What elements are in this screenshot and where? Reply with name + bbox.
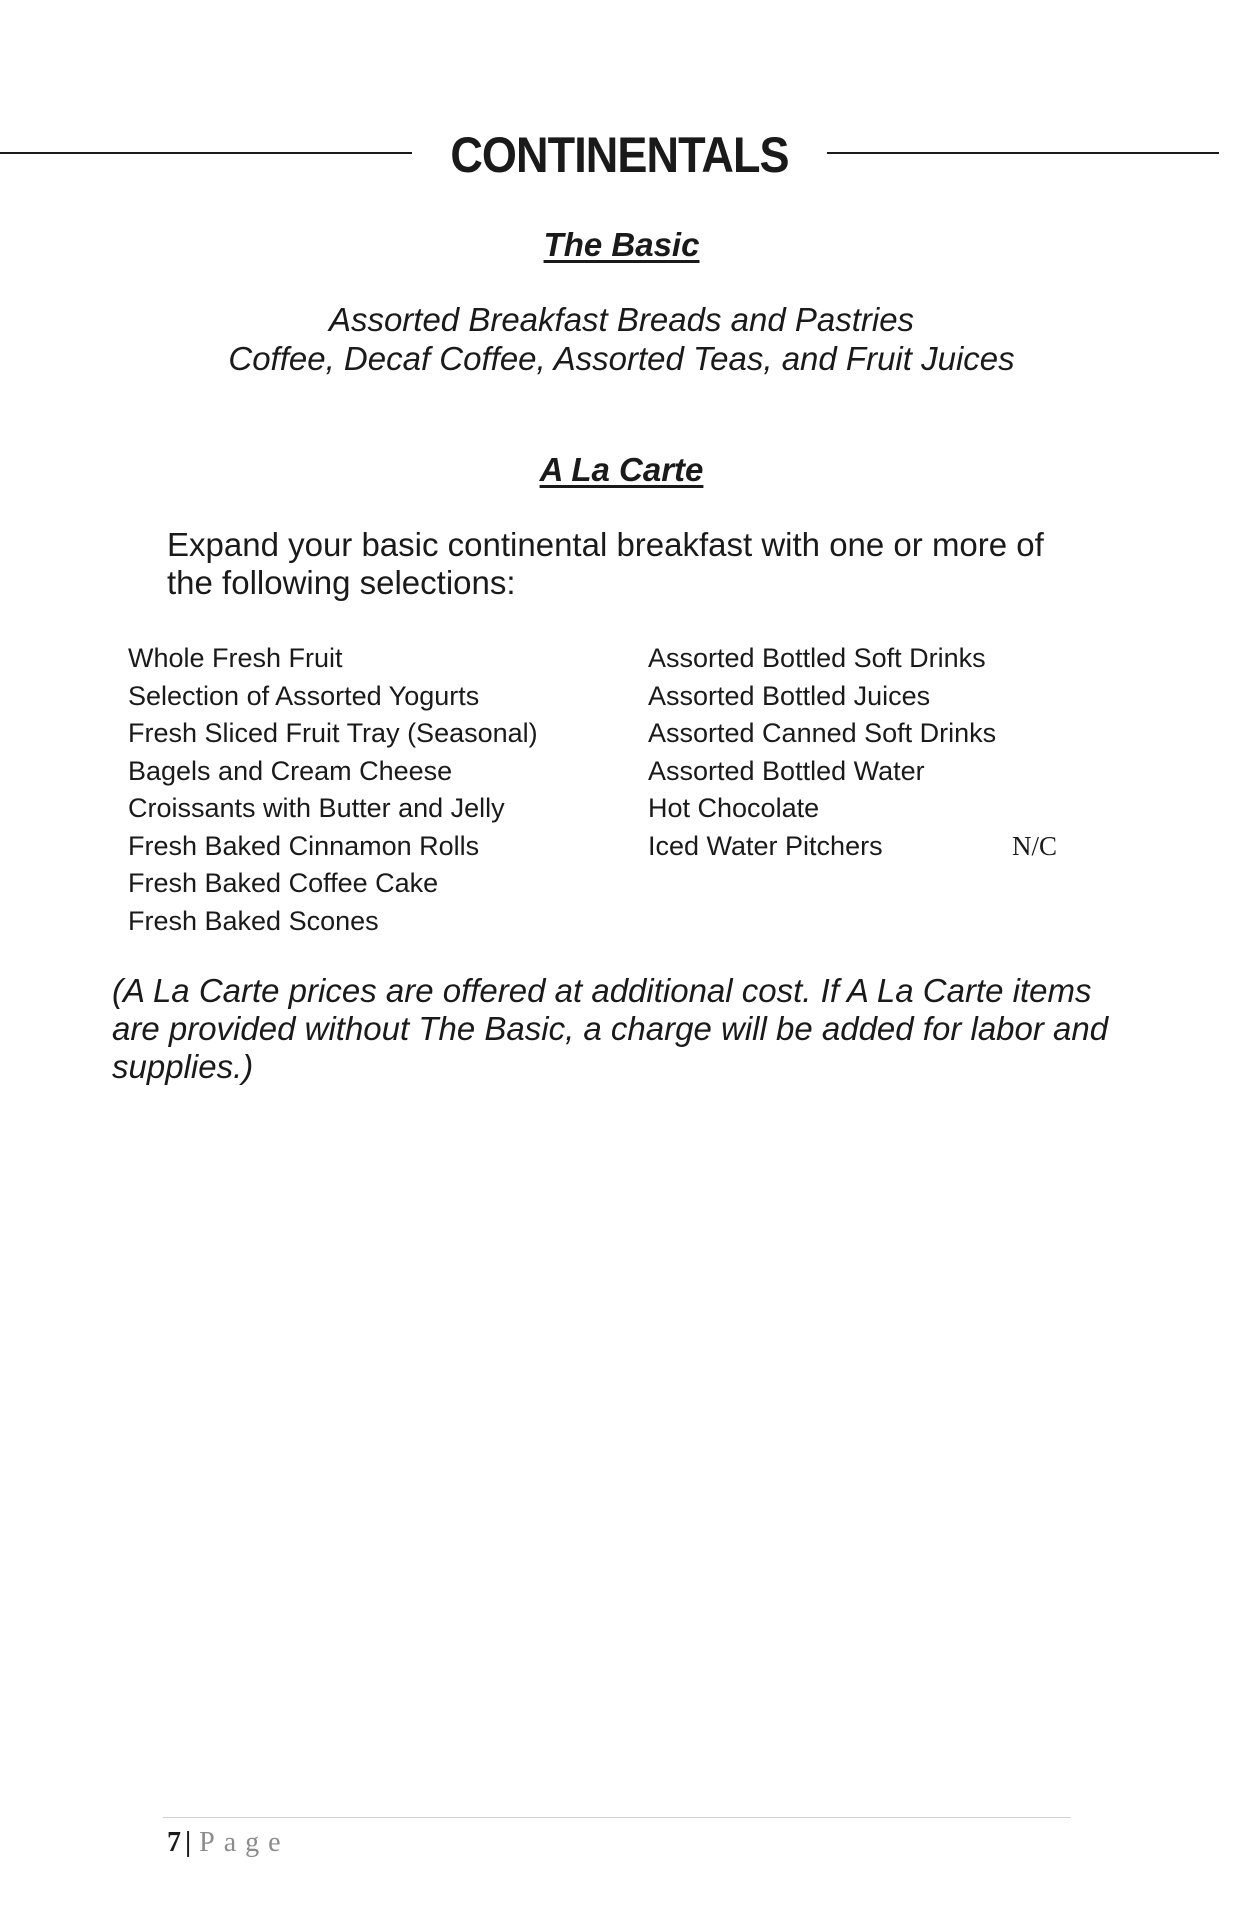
footer-separator: | xyxy=(185,1827,192,1858)
list-item: Croissants with Butter and Jelly xyxy=(128,793,505,823)
list-item: Whole Fresh Fruit xyxy=(128,643,343,673)
list-item: Hot Chocolate xyxy=(648,793,820,823)
title-rule-right xyxy=(827,152,1219,154)
title-row xyxy=(0,125,1243,195)
list-item: Assorted Bottled Juices xyxy=(648,680,931,711)
list-item: Bagels and Cream Cheese xyxy=(128,755,453,786)
price-no-charge: N/C xyxy=(1012,830,1058,861)
list-item: Selection of Assorted Yogurts xyxy=(128,680,480,711)
basic-heading: The Basic xyxy=(543,226,700,263)
list-item: Fresh Baked Scones xyxy=(128,905,379,936)
basic-line: Assorted Breakfast Breads and Pastries xyxy=(328,301,915,338)
list-item: Fresh Sliced Fruit Tray (Seasonal) xyxy=(128,718,538,748)
page-number: 7 xyxy=(167,1827,181,1858)
page-label: Page xyxy=(199,1827,290,1858)
pricing-note: (A La Carte prices are offered at additional cost. If A La Carte items are provided without The Basic, a charge will be added for labor and supplies.) xyxy=(112,972,1109,1085)
a-la-carte-heading: A La Carte xyxy=(539,451,704,488)
list-item-iced-water xyxy=(648,828,1088,866)
basic-description xyxy=(0,300,1243,378)
list-item: Fresh Baked Coffee Cake xyxy=(128,868,439,898)
basic-line: Coffee, Decaf Coffee, Assorted Teas, and Fruit Juices xyxy=(228,340,1015,377)
a-la-carte-intro: Expand your basic continental breakfast with one or more of the following selections: xyxy=(167,526,1044,601)
list-item-label: Iced Water Pitchers xyxy=(648,830,883,861)
title-rule-left xyxy=(0,152,412,154)
list-item: Assorted Canned Soft Drinks xyxy=(648,718,997,748)
list-item: Fresh Baked Cinnamon Rolls xyxy=(128,830,480,861)
footer-divider xyxy=(163,1817,1071,1818)
food-items-list xyxy=(128,640,628,940)
list-item: Assorted Bottled Soft Drinks xyxy=(648,643,986,673)
page-footer xyxy=(167,1826,290,1860)
page-title: CONTINENTALS xyxy=(450,127,789,183)
beverage-items-list xyxy=(648,640,1088,865)
list-item: Assorted Bottled Water xyxy=(648,755,925,786)
